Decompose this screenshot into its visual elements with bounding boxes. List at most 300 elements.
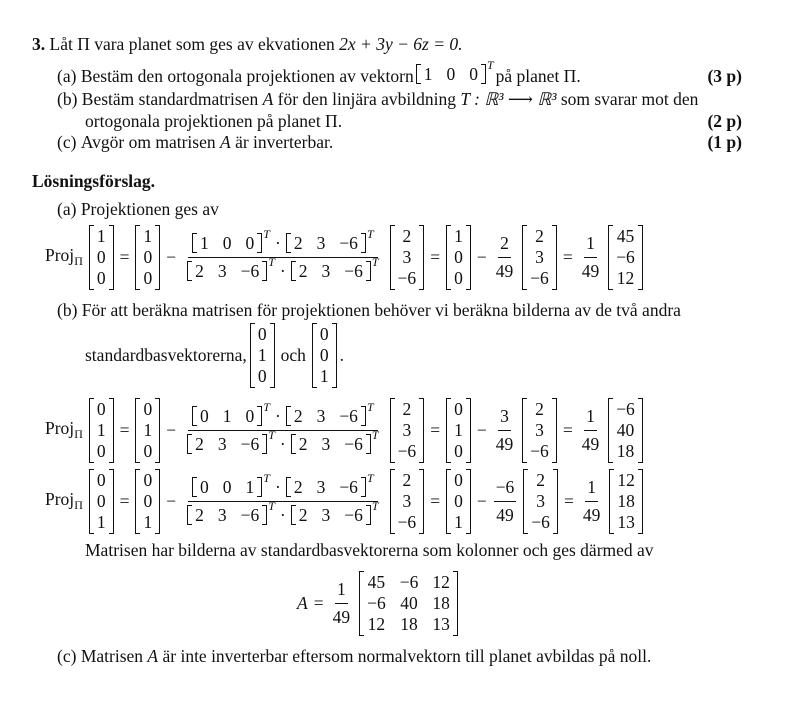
part-a: (a) Bestäm den ortogonala projektionen av vektorn 1 0 0 T på planet Π.	[57, 64, 581, 89]
matrix-entry: 40	[400, 592, 418, 613]
matrix-entry: 1	[257, 344, 267, 365]
numerator	[585, 476, 598, 502]
vector-entry: −6	[344, 434, 363, 454]
och-text: och	[280, 344, 306, 365]
normal-vector	[390, 225, 425, 290]
right-bracket	[366, 261, 371, 281]
equals-sign: =	[430, 246, 441, 267]
right-bracket	[466, 469, 471, 534]
vector-entry: −6	[339, 477, 358, 497]
scale-fraction	[580, 405, 602, 456]
vector-entry: 2	[195, 434, 204, 454]
vector-entry: 1	[200, 233, 209, 253]
standard-matrix	[359, 571, 458, 636]
numerator-text: 3	[500, 405, 509, 426]
basis-vector	[89, 225, 114, 290]
transpose-superscript: T	[366, 471, 374, 485]
row-cells	[192, 261, 262, 281]
matrix-entry: 2	[535, 225, 544, 246]
matrix-entry: 18	[617, 490, 635, 511]
vector-row	[414, 58, 496, 89]
part-b-line2: ortogonala projektionen på planet Π.	[85, 111, 343, 131]
basis-vector	[446, 469, 471, 534]
scale-fraction	[331, 578, 353, 629]
equals-sign: =	[562, 246, 573, 267]
right-bracket	[262, 434, 267, 454]
vector-entry: −6	[240, 261, 260, 281]
matrix-entry: 40	[616, 419, 635, 440]
row-cells	[296, 434, 366, 454]
matrix-entry: 0	[96, 398, 106, 419]
matrix-entry: 1	[143, 225, 153, 246]
matrix-entry: 3	[402, 490, 412, 511]
right-bracket	[270, 323, 275, 388]
right-bracket	[262, 505, 267, 525]
matrix-entry: −6	[367, 592, 386, 613]
vector-entry: −6	[339, 233, 358, 253]
numerator	[498, 405, 511, 431]
transpose-superscript: T	[366, 227, 374, 241]
vector-entry: −6	[339, 406, 358, 426]
row-cells	[197, 477, 257, 497]
dot-operator: ·	[279, 504, 286, 525]
matrix-entry: 0	[96, 469, 106, 490]
denominator-text: 49	[581, 260, 600, 281]
proj-operator: Proj$_\Pi$	[45, 418, 83, 441]
basis-vector	[89, 398, 114, 463]
numerator	[498, 232, 511, 258]
basis-vector	[135, 398, 160, 463]
row-vector-transpose	[291, 428, 379, 454]
vector-entry: 2	[298, 261, 308, 281]
projection-equation-e2	[42, 397, 646, 463]
matrix-entry: 2	[536, 469, 545, 490]
matrix-entry: −6	[616, 398, 635, 419]
row-cells	[197, 406, 257, 426]
vector-entry: 0	[245, 233, 255, 253]
right-bracket	[466, 398, 471, 463]
denominator-text: 49	[496, 504, 514, 525]
matrix-entry: 13	[617, 511, 635, 532]
numerator-text: 1	[586, 232, 595, 253]
row-cells	[291, 233, 361, 253]
projection-equation-e3	[42, 468, 646, 534]
proj-operator: Proj$_\Pi$	[45, 489, 83, 512]
denominator	[580, 431, 602, 456]
matrix-entry: 0	[143, 398, 153, 419]
normal-vector	[523, 469, 558, 534]
points-c: (1 p)	[707, 132, 742, 152]
matrix-entry: 0	[96, 267, 106, 288]
right-bracket	[419, 469, 424, 534]
matrix-entry: 0	[319, 323, 329, 344]
coefficient-fraction	[494, 405, 516, 456]
numerator-text: 2	[500, 232, 509, 253]
right-bracket	[453, 571, 458, 636]
matrix-cells	[317, 323, 332, 388]
vector-entry: 1	[423, 64, 433, 84]
vector-entry: 2	[195, 261, 204, 281]
matrix-entry: 1	[319, 365, 329, 386]
vector-entry: 2	[298, 505, 308, 525]
points-a: (3 p)	[707, 66, 742, 86]
matrix-entry: 18	[616, 440, 635, 461]
matrix-cells	[140, 469, 155, 534]
right-bracket	[366, 434, 371, 454]
matrix-entry: 18	[400, 613, 418, 634]
matrix-entry: −6	[616, 246, 635, 267]
matrix-entry: −6	[531, 511, 550, 532]
matrix-entry: 2	[402, 398, 412, 419]
row-cells	[296, 505, 366, 525]
vector-entry: 2	[293, 233, 303, 253]
numerator-text: 1	[586, 405, 595, 426]
right-bracket	[419, 398, 424, 463]
equals-sign: =	[430, 490, 441, 511]
row-vector-transpose	[192, 400, 270, 426]
matrix-entry: 12	[616, 267, 635, 288]
row-cells	[192, 434, 262, 454]
transpose-superscript: T	[268, 255, 275, 269]
transpose-superscript: T	[263, 471, 270, 485]
denominator-text: 49	[581, 433, 600, 454]
matrix-entry: −6	[397, 511, 417, 532]
problem-statement: 3. Låt Π vara planet som ges av ekvationen 2x + 3y − 6z = 0.	[32, 34, 463, 54]
row-vector-transpose	[286, 400, 374, 426]
scale-fraction	[581, 476, 603, 527]
matrix-entry: 0	[257, 323, 267, 344]
matrix-entry: 1	[96, 419, 106, 440]
transpose-superscript: T	[486, 58, 494, 72]
row-vector-transpose	[291, 255, 379, 281]
matrix-cells	[94, 469, 109, 534]
matrix-entry: 0	[143, 440, 153, 461]
row-vector-transpose	[187, 499, 275, 525]
vector-entry: −6	[240, 434, 260, 454]
matrix-cells	[255, 323, 270, 388]
vector-entry: 0	[222, 233, 232, 253]
coefficient-fraction	[494, 232, 516, 283]
denominator	[494, 431, 516, 456]
row-vector-transpose	[286, 471, 374, 497]
minus-sign: −	[166, 246, 177, 267]
matrix-entry: 3	[535, 419, 544, 440]
normal-vector	[390, 469, 425, 534]
equals-sign: =	[313, 592, 324, 613]
row-cells	[291, 406, 361, 426]
denominator	[183, 428, 382, 456]
solution-b-intro: (b) För att beräkna matrisen för projektionen behöver vi beräkna bilderna av de två andra	[57, 300, 681, 320]
matrix-cells	[613, 398, 638, 463]
matrix-entry: −6	[397, 267, 417, 288]
vector-entry: 3	[217, 261, 227, 281]
coefficient-fraction	[494, 476, 517, 527]
row-vector-transpose	[192, 471, 270, 497]
matrix-entry: −6	[530, 440, 549, 461]
numerator-text: 1	[587, 476, 596, 497]
numerator-text: 1	[336, 578, 346, 599]
vector-entry: −6	[240, 505, 260, 525]
part-c: (c) Avgör om matrisen A är inverterbar.	[57, 132, 334, 152]
vector-entry: 1	[222, 406, 232, 426]
matrix-entry: −6	[399, 571, 419, 592]
row-cells	[197, 233, 257, 253]
row-vector-transpose	[187, 428, 275, 454]
standard-matrix-equation	[294, 570, 461, 636]
matrix-entry: 45	[367, 571, 386, 592]
matrix-entry: 12	[367, 613, 386, 634]
right-bracket	[257, 477, 262, 497]
vector-entry: 2	[298, 434, 308, 454]
matrix-entry: 12	[617, 469, 635, 490]
right-bracket	[552, 398, 557, 463]
basis-vector	[135, 225, 160, 290]
basis-vector	[135, 469, 160, 534]
matrix-entry: 0	[454, 398, 463, 419]
matrix-entry: 0	[96, 490, 106, 511]
matrix-cells	[140, 225, 155, 290]
vector-entry: 0	[245, 406, 255, 426]
projection-coefficient-fraction	[183, 400, 382, 456]
transpose-superscript: T	[366, 400, 374, 414]
vector-entry: −6	[344, 505, 363, 525]
matrix-entry: 0	[143, 469, 153, 490]
matrix-entry: 0	[257, 365, 267, 386]
right-bracket	[361, 406, 366, 426]
right-bracket	[419, 225, 424, 290]
vector-entry: 0	[200, 406, 209, 426]
projection-coefficient-fraction	[183, 227, 382, 283]
row-cells	[291, 477, 361, 497]
vector-entry: 0	[222, 477, 232, 497]
vector-entry: 3	[316, 406, 326, 426]
matrix-cells	[94, 225, 109, 290]
vector-entry: 3	[217, 434, 227, 454]
matrix-cells	[364, 571, 453, 636]
matrix-entry: 1	[454, 225, 463, 246]
matrix-entry: 1	[454, 419, 463, 440]
transpose-superscript: T	[263, 227, 270, 241]
solution-a-intro: (a) Projektionen ges av	[57, 199, 219, 219]
matrix-entry: 0	[454, 246, 463, 267]
proj-subscript: Π	[74, 254, 83, 268]
denominator	[331, 604, 353, 629]
equals-sign: =	[563, 490, 574, 511]
right-bracket	[109, 398, 114, 463]
denominator-text: 49	[332, 606, 351, 627]
minus-sign: −	[166, 490, 177, 511]
minus-sign: −	[166, 419, 177, 440]
minus-sign: −	[476, 419, 487, 440]
right-bracket	[366, 505, 371, 525]
normal-vector	[522, 225, 557, 290]
numerator	[584, 405, 597, 431]
right-bracket	[361, 477, 366, 497]
dot-operator: ·	[274, 232, 281, 253]
matrix-entry: 45	[616, 225, 635, 246]
right-bracket	[638, 469, 643, 534]
right-bracket	[638, 398, 643, 463]
vector-entry: 2	[293, 477, 303, 497]
right-bracket	[155, 469, 160, 534]
right-bracket	[638, 225, 643, 290]
transpose-superscript: T	[268, 499, 275, 513]
normal-vector	[522, 398, 557, 463]
row-cells	[192, 505, 262, 525]
equals-sign: =	[562, 419, 573, 440]
minus-sign: −	[476, 490, 487, 511]
matrix-cells	[140, 398, 155, 463]
minus-sign: −	[476, 246, 487, 267]
matrix-entry: 0	[454, 469, 463, 490]
vector-entry: 3	[321, 505, 331, 525]
matrix-entry: 3	[402, 246, 412, 267]
matrix-entry: −6	[530, 267, 549, 288]
vector-entry: 2	[293, 406, 303, 426]
right-bracket	[466, 225, 471, 290]
matrix-cells	[395, 225, 420, 290]
basis-vector	[446, 398, 471, 463]
right-bracket	[109, 469, 114, 534]
row-vector-transpose	[187, 255, 275, 281]
matrix-entry: 0	[454, 490, 463, 511]
matrix-entry: 2	[402, 225, 412, 246]
matrix-cells	[527, 225, 552, 290]
equals-sign: =	[119, 490, 130, 511]
vector-entry: 3	[217, 505, 227, 525]
matrix-entry: 2	[535, 398, 544, 419]
matrix-entry: 0	[96, 246, 106, 267]
matrix-entry: 1	[454, 511, 463, 532]
matrix-cells	[613, 225, 638, 290]
dot-operator: ·	[279, 260, 286, 281]
matrix-cells	[395, 398, 420, 463]
vector-entry: 0	[200, 477, 209, 497]
equals-sign: =	[119, 246, 130, 267]
right-bracket	[332, 323, 337, 388]
matrix-entry: 0	[454, 440, 463, 461]
transpose-superscript: T	[371, 499, 379, 513]
points-b: (2 p)	[707, 111, 742, 131]
matrix-entry: 2	[402, 469, 412, 490]
matrix-entry: 3	[402, 419, 412, 440]
transpose-superscript: T	[268, 428, 275, 442]
matrix-entry: 3	[535, 246, 544, 267]
basis-vector	[446, 225, 471, 290]
matrix-name: A	[297, 592, 308, 613]
row-cells	[421, 64, 481, 84]
matrix-entry: 0	[143, 246, 153, 267]
matrix-entry: 0	[143, 490, 153, 511]
matrix-entry: 0	[143, 267, 153, 288]
matrix-entry: 12	[432, 571, 450, 592]
vector-entry: 0	[446, 64, 456, 84]
numerator	[188, 227, 378, 258]
matrix-cells	[451, 469, 466, 534]
denominator	[494, 258, 516, 283]
denominator-text: 49	[495, 433, 514, 454]
matrix-entry: 0	[319, 344, 329, 365]
right-bracket	[552, 225, 557, 290]
numerator	[335, 578, 348, 604]
denominator	[183, 255, 382, 283]
solution-c: (c) Matrisen A är inte inverterbar eftersom normalvektorn till planet avbildas på noll.	[57, 646, 652, 666]
result-vector	[608, 398, 643, 463]
right-bracket	[481, 64, 486, 84]
matrix-text: Matrisen har bilderna av standardbasvektorerna som kolonner och ges därmed av	[85, 540, 654, 560]
vector-entry: −6	[344, 261, 363, 281]
right-bracket	[155, 225, 160, 290]
denominator-text: 49	[582, 504, 601, 525]
denominator	[581, 502, 603, 527]
vector-entry: 3	[321, 261, 331, 281]
matrix-entry: −6	[397, 440, 417, 461]
basis-vector-e2	[250, 323, 275, 388]
vector-entry: 2	[195, 505, 204, 525]
proj-subscript: Π	[74, 498, 83, 512]
equals-sign: =	[430, 419, 441, 440]
row-vector-transpose	[291, 499, 379, 525]
result-vector	[609, 469, 643, 534]
transpose-superscript: T	[371, 255, 379, 269]
basis-vector-e3	[312, 323, 337, 388]
right-bracket	[257, 233, 262, 253]
matrix-entry: 1	[143, 419, 153, 440]
right-bracket	[109, 225, 114, 290]
result-vector	[608, 225, 643, 290]
numerator	[188, 471, 378, 502]
dot-operator: ·	[279, 433, 286, 454]
vector-entry: 1	[245, 477, 255, 497]
scale-fraction	[580, 232, 602, 283]
vector-entry: 3	[321, 434, 331, 454]
matrix-cells	[528, 469, 553, 534]
denominator-text: 49	[495, 260, 514, 281]
matrix-entry: 1	[96, 511, 106, 532]
row-vector-transpose	[192, 227, 270, 253]
right-bracket	[262, 261, 267, 281]
matrix-entry: 1	[143, 511, 153, 532]
basis-vectors-line	[85, 322, 344, 388]
vector-entry: 3	[316, 233, 326, 253]
right-bracket	[257, 406, 262, 426]
dot-operator: ·	[274, 476, 281, 497]
matrix-entry: 18	[432, 592, 450, 613]
solution-heading: Lösningsförslag.	[32, 171, 156, 191]
numerator	[494, 476, 517, 502]
part-b: (b) Bestäm standardmatrisen A för den linjära avbildning T : ℝ³ ⟶ ℝ³ som svarar mot den	[57, 89, 699, 109]
right-bracket	[553, 469, 558, 534]
matrix-entry: 13	[432, 613, 450, 634]
projection-coefficient-fraction	[183, 471, 382, 527]
denominator	[580, 258, 602, 283]
projection-equation-e1	[42, 224, 646, 290]
row-vector-transpose	[286, 227, 374, 253]
row-cells	[296, 261, 366, 281]
numerator	[584, 232, 597, 258]
dot-operator: ·	[274, 405, 281, 426]
denominator	[183, 499, 382, 527]
normal-vector	[390, 398, 425, 463]
matrix-cells	[451, 225, 466, 290]
period: .	[339, 344, 344, 365]
matrix-cells	[94, 398, 109, 463]
vector-entry: 3	[316, 477, 326, 497]
right-bracket	[361, 233, 366, 253]
matrix-cells	[451, 398, 466, 463]
matrix-cells	[614, 469, 638, 534]
right-bracket	[155, 398, 160, 463]
